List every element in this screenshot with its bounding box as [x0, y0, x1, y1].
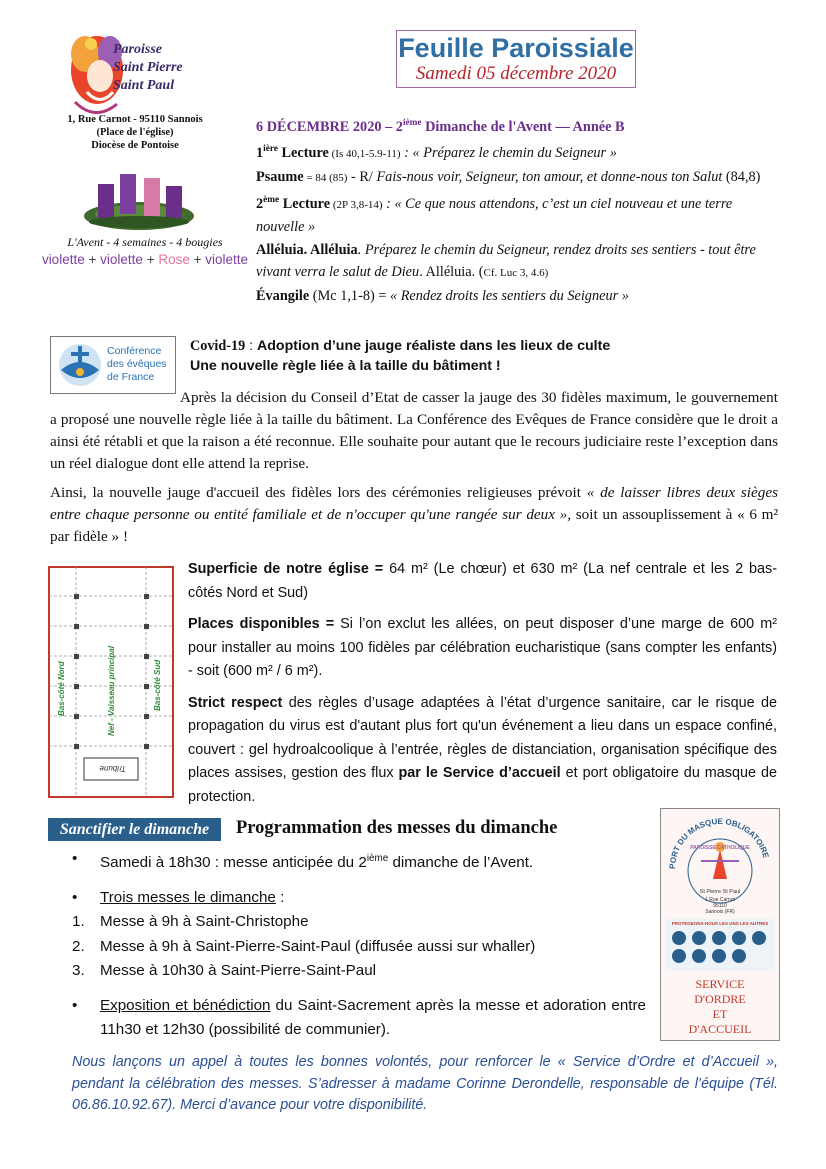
psalm — [256, 166, 776, 190]
list-item — [72, 847, 646, 876]
mass-text: Messe à 9h à Saint-Pierre-Saint-Paul (diffusée aussi sur whaller) — [100, 937, 536, 955]
cef-emblem-icon — [57, 342, 103, 388]
church-info — [188, 558, 777, 817]
gospel — [256, 285, 776, 308]
poster-names: St Pierre St Paul — [699, 889, 741, 895]
psaume-label: Psaume — [256, 168, 304, 185]
readings-block — [256, 112, 776, 307]
respect-bold: par le Service d’accueil — [398, 765, 561, 781]
sanctifier-banner: Sanctifier le dimanche — [48, 818, 221, 841]
mass-text: Messe à 10h30 à Saint-Pierre-Saint-Paul — [100, 962, 377, 980]
advent-wreath-image — [82, 160, 197, 232]
list-item — [72, 886, 646, 911]
advent-caption-block — [40, 234, 250, 268]
poster-address — [661, 897, 779, 915]
psaume-r: - R/ — [347, 168, 377, 185]
alleluia-label: Alléluia. Alléluia — [256, 241, 358, 258]
address-line-2: (Place de l'église) — [96, 127, 174, 138]
alleluia-end: . Alléluia. ( — [419, 264, 484, 281]
address-line-3: Diocèse de Pontoise — [91, 140, 179, 151]
candle-1: violette — [41, 252, 85, 267]
advent-wreath-icon — [82, 160, 197, 232]
mass-num: 1. — [72, 913, 85, 931]
plus-2: + — [146, 252, 155, 267]
surface-text: 64 m² (Le chœur) et 630 m² (La nef centrale et les 2 bas-côtés Nord et Sud) — [188, 561, 777, 601]
l1-text: : « Préparez le chemin du Seigneur » — [400, 145, 617, 162]
plan-tribune-label: Tribune — [99, 764, 126, 773]
covid-title — [190, 336, 790, 376]
places-label: Places disponibles = — [188, 616, 335, 632]
poster-paroisse: PAROISSE CATHOLIQUE — [690, 845, 750, 851]
l1-label: Lecture — [277, 145, 329, 162]
p2-end: soit un assouplissement à « 6 m² par fidèle » ! — [50, 506, 778, 545]
covid-lead: Covid-19 — [190, 338, 246, 354]
poster-rules-icons — [665, 926, 775, 966]
places-text: Si l’on exclut les allées, on peut disposer d’une marge de 600 m² pour installer au moins 100 fidèles par célébration eucharistique (sans compter les enfants) - soit (600 m² / 6 m²). — [188, 616, 777, 679]
l2-ref: (2P 3,8-14) — [330, 198, 383, 211]
poster-arc-text: PORT DU MASQUE OBLIGATOIRE — [667, 816, 771, 870]
l1-ref: (Is 40,1-5.9-11) — [328, 148, 401, 161]
covid-sep: : — [245, 338, 258, 354]
alleluia — [256, 239, 776, 285]
p2-quote: « de laisser libres deux sièges entre chaque personne ou entité familiale et de n'occuper qu'une rangée sur deux », — [50, 484, 778, 523]
psaume-ref: = 84 (85) — [303, 171, 348, 184]
surface-label: Superficie de notre église = — [188, 561, 384, 577]
poster-service — [661, 977, 779, 1037]
covid-title-line-2: Une nouvelle règle liée à la taille du bâtiment ! — [190, 358, 501, 374]
plan-left-label: Bas-côté Nord — [57, 661, 66, 716]
l2-label: Lecture — [279, 195, 331, 212]
header-date: Samedi 05 décembre 2020 — [415, 63, 617, 84]
first-reading — [256, 138, 776, 165]
l1-num: 1 — [256, 145, 264, 162]
alleluia-ref: Cf. Luc 3, 4.6) — [483, 267, 549, 280]
item3-text: du Saint-Sacrement après la messe et adoration entre 11h30 et 12h30 (possibilité de communier). — [100, 996, 646, 1039]
psaume-text: Fais-nous voir, Seigneur, ton amour, et donne-nous ton Salut — [376, 168, 723, 185]
date-line: 6 DÉCEMBRE 2020 – 2 — [256, 118, 403, 135]
poster-addr-3: Sannois (FR) — [705, 909, 735, 915]
evangile-text: « Rendez droits les sentiers du Seigneur » — [389, 287, 629, 304]
parish-name-line-1: Paroisse — [113, 42, 162, 57]
date-rest: Dimanche de l'Avent — Année B — [421, 118, 625, 135]
header-title: Feuille Paroissiale — [398, 33, 634, 63]
cef-name — [107, 345, 167, 384]
covid-title-line-1: Adoption d’une jauge réaliste dans les lieux de culte — [257, 338, 611, 354]
mass-item-3 — [72, 959, 646, 984]
programme-list — [72, 847, 646, 1043]
places-info — [188, 613, 777, 684]
mass-item-1 — [72, 910, 646, 935]
surface-info — [188, 558, 777, 605]
church-floor-plan — [48, 566, 174, 798]
address-line-1: 1, Rue Carnot - 95110 Sannois — [67, 114, 203, 125]
poster-protect: PROTÉGEONS-NOUS LES UNS LES AUTRES — [671, 921, 769, 926]
item2-label: Trois messes le dimanche — [100, 888, 276, 906]
header-box — [396, 30, 636, 88]
readings-date — [256, 112, 776, 138]
respect-end: et port obligatoire du masque de protection. — [188, 765, 777, 805]
mass-text: Messe à 9h à Saint-Christophe — [100, 913, 309, 931]
l2-num: 2 — [256, 195, 264, 212]
item2-colon: : — [275, 888, 285, 906]
candle-3: Rose — [158, 252, 190, 267]
poster-addr-1: 1 Rue Carnot — [705, 897, 735, 903]
alleluia-text: . Préparez le chemin du Seigneur, rendez droits ses sentiers - tout être vivant verra le salut de Dieu — [256, 241, 756, 281]
plus-1: + — [88, 252, 97, 267]
advent-caption: L'Avent - 4 semaines - 4 bougies — [67, 235, 223, 249]
p2-start: Ainsi, la nouvelle jauge d'accueil des fidèles lors des cérémonies religieuses prévoit — [50, 484, 587, 501]
plan-right-label: Bas-côté Sud — [153, 659, 162, 711]
mask-poster — [660, 808, 780, 1041]
item3-label: Exposition et bénédiction — [100, 996, 271, 1014]
cef-line-1: Conférence — [107, 345, 162, 357]
floor-plan-drawing — [48, 566, 174, 798]
item1-sup: ième — [366, 853, 389, 864]
cef-line-2: des évêques — [107, 358, 167, 370]
candle-colors — [40, 251, 250, 268]
cef-line-3: de France — [107, 371, 155, 383]
item1-start: Samedi à 18h30 : messe anticipée du 2 — [100, 854, 367, 872]
l1-sup: ière — [263, 144, 278, 155]
poster-service-4: D'ACCUEIL — [688, 1022, 752, 1036]
list-item — [72, 994, 646, 1043]
footer-appeal: Nous lançons un appel à toutes les bonnes volontés, pour renforcer le « Service d’Ordre et d’Accueil », pendant la célébration des messes. S’adresser à madame Corinne Derondelle, responsable de l’équipe (Tél. 06.86.10.92.67). Merci d’avance pour votre disponibilité. — [72, 1054, 778, 1113]
candle-4: violette — [205, 252, 249, 267]
evangile-ref: (Mc 1,1-8) = — [309, 287, 390, 304]
candle-2: violette — [100, 252, 143, 267]
evangile-label: Évangile — [256, 287, 310, 304]
parish-name-line-2: Saint Pierre — [113, 60, 183, 75]
respect-label: Strict respect — [188, 694, 283, 711]
poster-service-2: D'ORDRE — [694, 992, 746, 1006]
poster-service-3: ET — [712, 1007, 728, 1021]
parish-name-line-3: Saint Paul — [113, 78, 175, 93]
mass-item-2 — [72, 935, 646, 960]
plus-3: + — [193, 252, 202, 267]
l2-sup: ème — [263, 195, 280, 206]
respect-info — [188, 692, 777, 810]
parish-logo — [55, 32, 225, 124]
second-reading — [256, 189, 776, 239]
poster-rules-area — [665, 919, 775, 971]
respect-text: des règles d’usage adaptées à l’état d’urgence sanitaire, car le risque de propagation du virus est d'autant plus fort qu'un événement a lieu dans un espace confiné, couvert : gel hydroalcoolique à l’entrée, règles de distanciation, organisation spécifique des places assises, gestion des flux — [188, 694, 778, 781]
covid-paragraph-1: Après la décision du Conseil d’Etat de casser la jauge des 30 fidèles maximum, le gouvernement a proposé une nouvelle règle liée à la taille du bâtiment. La Conférence des Evêques de France considère que le droit a ainsi été rétabli et que la raison a été reconnue. Elle souhaite pour autant que le recours judiciaire reste l’exception dans un réel dialogue dont elle attend la reprise. — [50, 389, 778, 472]
parish-address — [40, 113, 230, 152]
poster-addr-2: 95110 — [713, 903, 727, 909]
psaume-verse: (84,8) — [722, 168, 761, 185]
cef-logo — [50, 336, 176, 394]
item1-end: dimanche de l’Avent. — [388, 854, 534, 872]
poster-service-1: SERVICE — [695, 977, 745, 991]
programme-title: Programmation des messes du dimanche — [236, 818, 558, 838]
l2-text: : « Ce que nous attendons, c’est un ciel nouveau et une terre nouvelle » — [256, 195, 733, 236]
plan-center-label: Nef - Vaisseau principal — [107, 646, 116, 736]
mass-num: 2. — [72, 937, 85, 955]
covid-paragraph-2 — [50, 482, 778, 548]
mass-num: 3. — [72, 962, 85, 980]
date-sup: ième — [402, 118, 422, 128]
